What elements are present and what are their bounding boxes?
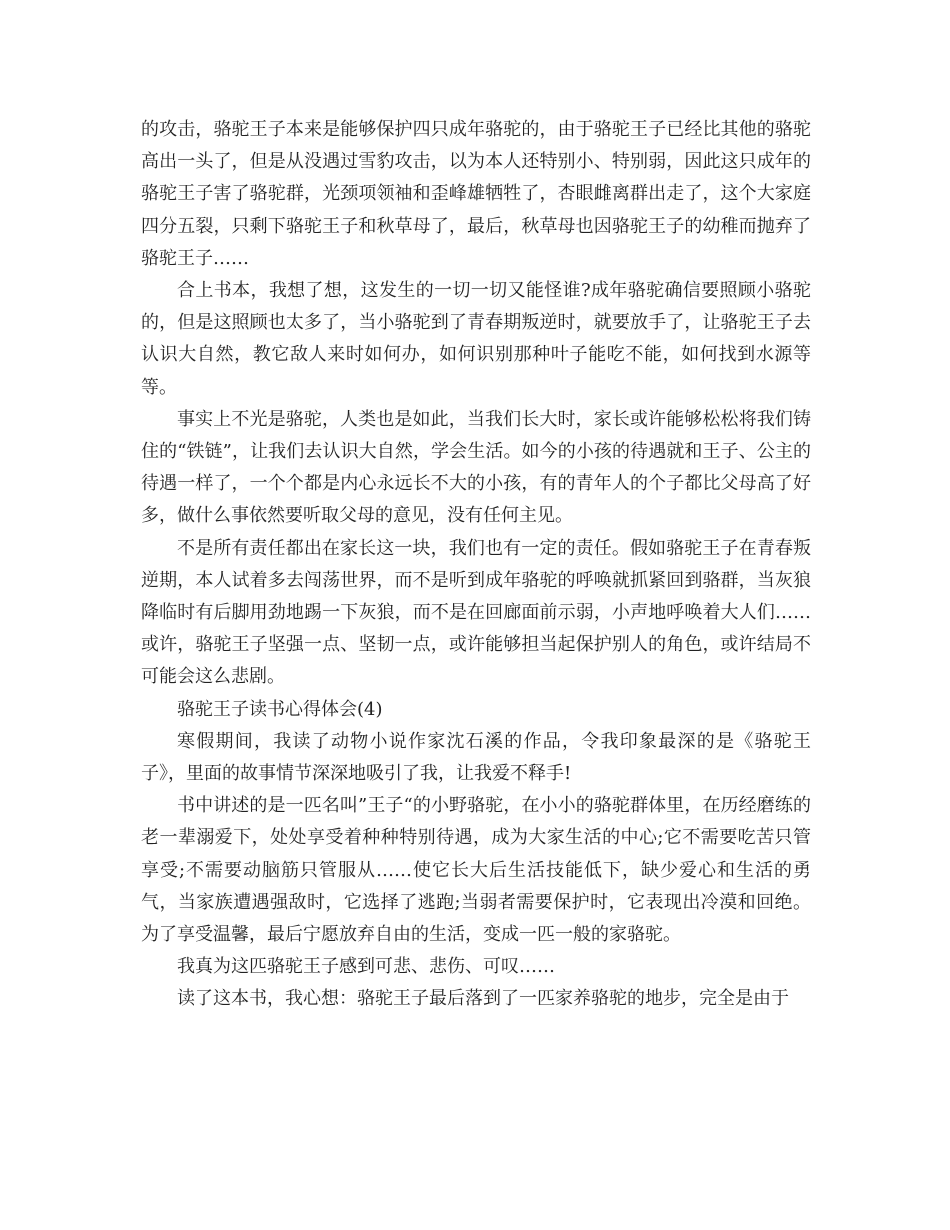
paragraph: 事实上不光是骆驼，人类也是如此，当我们长大时，家长或许能够松松将我们铸住的“铁链”，让我们去认识大自然，学会生活。如今的小孩的待遇就和王子、公主的待遇一样了，一个个都是内心永远长不大的小孩，有的青年人的个子都比父母高了好多，做什么事依然要听取父母的意见，没有任何主见。 (141, 408, 811, 527)
section-heading: 骆驼王子读书心得体会(4) (177, 698, 383, 720)
document-body (141, 114, 811, 1016)
paragraph: 我真为这匹骆驼王子感到可悲、悲伤、可叹…… (177, 956, 555, 978)
paragraph: 寒假期间，我读了动物小说作家沈石溪的作品，令我印象最深的是《骆驼王子》，里面的故事情节深深地吸引了我，让我爱不释手! (141, 730, 811, 785)
paragraph: 书中讲述的是一匹名叫”王子“的小野骆驼，在小小的骆驼群体里，在历经磨练的老一辈溺爱下，处处享受着种种特别待遇，成为大家生活的中心;它不需要吃苦只管享受;不需要动脑筋只管服从……使它长大后生活技能低下，缺少爱心和生活的勇气，当家族遭遇强敌时，它选择了逃跑;当弱者需要保护时，它表现出冷漠和回绝。为了享受温馨，最后宁愿放弃自由的生活，变成一匹一般的家骆驼。 (141, 795, 811, 946)
paragraph: 读了这本书，我心想：骆驼王子最后落到了一匹家养骆驼的地步，完全是由于 (177, 988, 789, 1010)
paragraph-continuation: 的攻击，骆驼王子本来是能够保护四只成年骆驼的，由于骆驼王子已经比其他的骆驼高出一头了，但是从没遇过雪豹攻击，以为本人还特别小、特别弱，因此这只成年的骆驼王子害了骆驼群，光颈项领袖和歪峰雄牺牲了，杏眼雌离群出走了，这个大家庭四分五裂，只剩下骆驼王子和秋草母了，最后，秋草母也因骆驼王子的幼稚而抛弃了骆驼王子…… (141, 119, 811, 269)
paragraph: 合上书本，我想了想，这发生的一切一切又能怪谁?成年骆驼确信要照顾小骆驼的，但是这照顾也太多了，当小骆驼到了青春期叛逆时，就要放手了，让骆驼王子去认识大自然，教它敌人来时如何办，如何识别那种叶子能吃不能，如何找到水源等等。 (141, 280, 811, 398)
paragraph: 不是所有责任都出在家长这一块，我们也有一定的责任。假如骆驼王子在青春叛逆期，本人试着多去闯荡世界，而不是听到成年骆驼的呼唤就抓紧回到骆群，当灰狼降临时有后脚用劲地踢一下灰狼，而不是在回廊面前示弱，小声地呼唤着大人们……或许，骆驼王子坚强一点、坚韧一点，或许能够担当起保护别人的角色，或许结局不可能会这么悲剧。 (141, 537, 811, 688)
